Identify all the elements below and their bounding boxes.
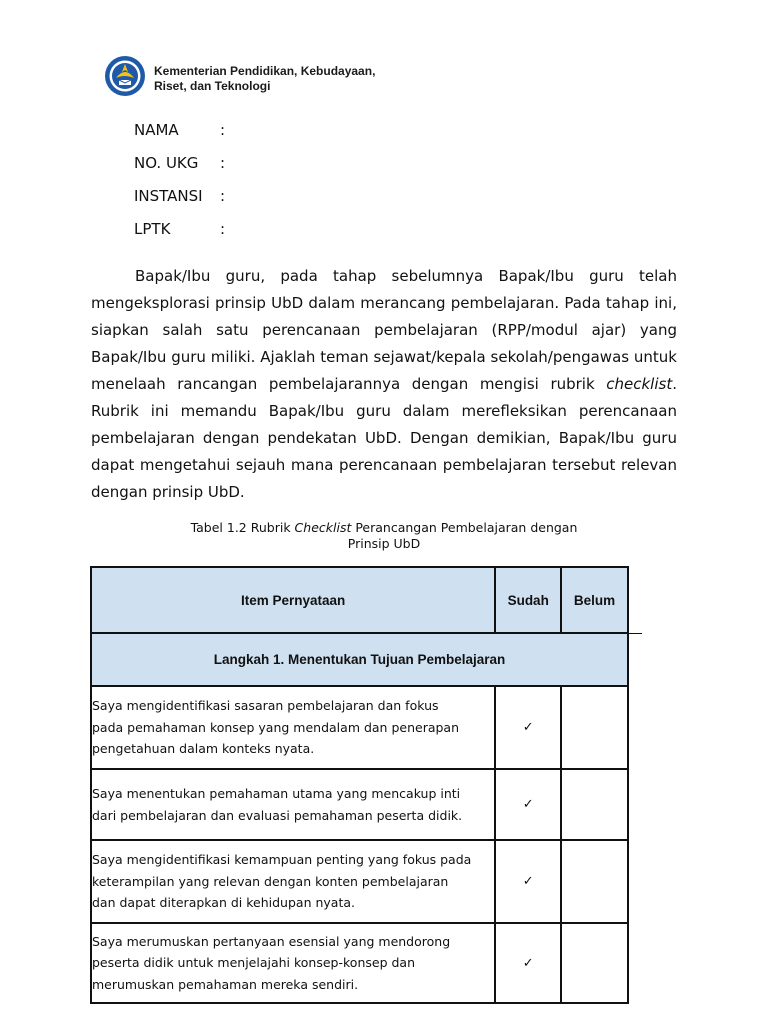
rubric-table bbox=[90, 566, 629, 1004]
ministry-name-line2: Riset, dan Teknologi bbox=[154, 79, 271, 93]
item-statement bbox=[91, 769, 495, 840]
statement-line: Saya menentukan pemahaman utama yang mencakup inti bbox=[92, 786, 461, 801]
item-statement bbox=[91, 840, 495, 923]
ministry-header bbox=[104, 54, 376, 100]
sudah-checkbox[interactable]: ✓ bbox=[495, 840, 561, 923]
table-row bbox=[91, 840, 628, 923]
field-label: LPTK bbox=[134, 220, 171, 238]
item-statement bbox=[91, 923, 495, 1003]
intro-italic-term: checklist bbox=[606, 375, 673, 393]
caption-rest: Perancangan Pembelajaran dengan bbox=[351, 520, 578, 535]
field-label: NO. UKG bbox=[134, 154, 199, 172]
field-nama bbox=[134, 120, 225, 140]
field-separator: : bbox=[220, 154, 226, 172]
caption-line1 bbox=[91, 520, 677, 536]
sudah-checkbox[interactable]: ✓ bbox=[495, 923, 561, 1003]
header-belum: Belum bbox=[561, 567, 628, 633]
belum-checkbox[interactable] bbox=[561, 686, 628, 769]
table-row bbox=[91, 923, 628, 1003]
step-row bbox=[91, 633, 628, 686]
field-instansi bbox=[134, 186, 225, 206]
field-lptk bbox=[134, 219, 225, 239]
statement-line: Saya mengidentifikasi sasaran pembelajaran dan fokus bbox=[92, 698, 439, 714]
table-row bbox=[91, 769, 628, 840]
sudah-checkbox[interactable]: ✓ bbox=[495, 686, 561, 769]
item-statement bbox=[91, 686, 495, 769]
sudah-checkbox[interactable]: ✓ bbox=[495, 769, 561, 840]
table-caption bbox=[91, 520, 677, 552]
statement-line: pengetahuan dalam konteks nyata. bbox=[92, 741, 315, 757]
statement-line: pada pemahaman konsep yang mendalam dan penerapan bbox=[92, 719, 460, 735]
caption-italic: Checklist bbox=[294, 520, 352, 535]
statement-line: Saya mengidentifikasi kemampuan penting yang fokus pada bbox=[92, 852, 472, 868]
statement-line: dari pembelajaran dan evaluasi pemahaman peserta didik. bbox=[92, 807, 463, 823]
table-divider-line bbox=[629, 633, 642, 634]
intro-text: Bapak/Ibu guru, pada tahap sebelumnya Bapak/Ibu guru telah mengeksplorasi prinsip UbD dalam merancang pembelajaran. Pada tahap ini, siapkan salah satu perencanaan pembelajaran (RPP/modul ajar) yang Bapak/Ibu guru miliki. Ajaklah teman sejawat/kepala sekolah/pengawas untuk menelaah rancangan pembelajarannya dengan mengisi rubrik bbox=[91, 267, 677, 393]
step-title: Langkah 1. Menentukan Tujuan Pembelajaran bbox=[91, 633, 628, 686]
statement-line: dan dapat diterapkan di kehidupan nyata. bbox=[92, 895, 355, 911]
intro-text-end: . Rubrik ini memandu Bapak/Ibu guru dalam merefleksikan perencanaan pembelajaran dengan pendekatan UbD. Dengan demikian, Bapak/Ibu guru dapat mengetahui sejauh mana perencanaan pembelajaran tersebut relevan dengan prinsip UbD. bbox=[91, 375, 677, 501]
belum-checkbox[interactable] bbox=[561, 923, 628, 1003]
statement-line: keterampilan yang relevan dengan konten pembelajaran bbox=[92, 873, 449, 889]
tut-wuri-handayani-emblem-icon bbox=[104, 54, 146, 98]
field-no-ukg bbox=[134, 153, 225, 173]
ministry-name bbox=[154, 64, 384, 94]
caption-prefix: Tabel 1.2 Rubrik bbox=[190, 520, 295, 535]
statement-line: merumuskan pemahaman mereka sendiri. bbox=[92, 976, 359, 992]
field-label: INSTANSI bbox=[134, 187, 203, 205]
header-item: Item Pernyataan bbox=[91, 567, 495, 633]
table-header-row bbox=[91, 567, 628, 633]
table-row bbox=[91, 686, 628, 769]
ministry-name-line1: Kementerian Pendidikan, Kebudayaan, bbox=[154, 64, 376, 78]
statement-line: peserta didik untuk menjelajahi konsep-konsep dan bbox=[92, 955, 415, 971]
belum-checkbox[interactable] bbox=[561, 840, 628, 923]
field-separator: : bbox=[220, 187, 226, 205]
field-separator: : bbox=[220, 220, 226, 238]
field-separator: : bbox=[220, 121, 226, 139]
intro-paragraph bbox=[91, 263, 677, 506]
belum-checkbox[interactable] bbox=[561, 769, 628, 840]
header-sudah: Sudah bbox=[495, 567, 561, 633]
field-label: NAMA bbox=[134, 121, 179, 139]
statement-line: Saya merumuskan pertanyaan esensial yang mendorong bbox=[92, 933, 451, 949]
caption-line2: Prinsip UbD bbox=[347, 536, 421, 551]
